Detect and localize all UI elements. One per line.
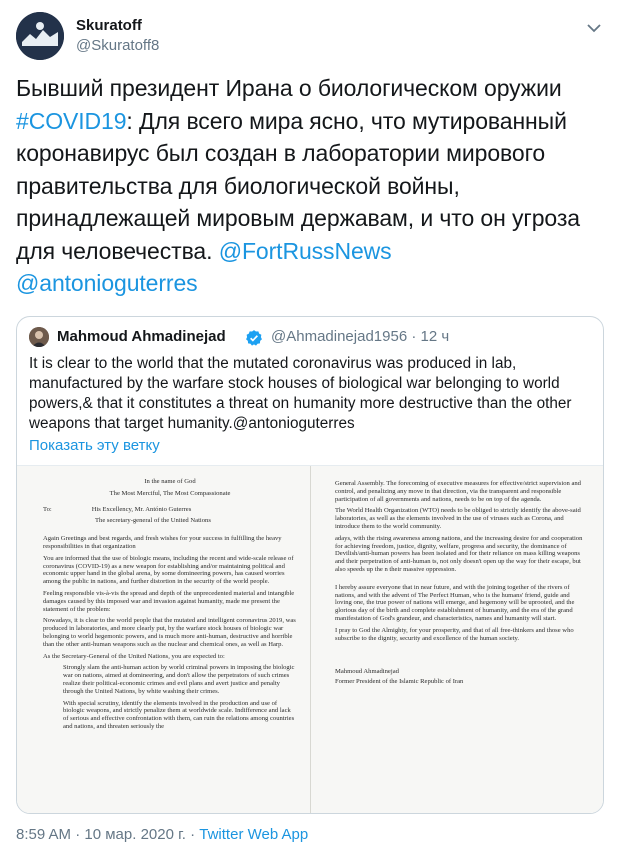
quoted-time: 12 ч [420, 328, 450, 345]
letter-right-page [335, 480, 585, 690]
letter-to-1: His Excellency, Mr. António Guterres [91, 505, 192, 513]
letter-paragraph: Nowadays, it is clear to the world people that the mutated and intelligent coronavirus 2019, was produced in laboratories, and more clearly put, by the warfare stock houses of biologic war belonging to world hegemonic powers, and is much more anti-human, destructive and horrible than the other anti-human weapons such as the nuclear and chemical ones, as well as Harp. [43, 617, 296, 648]
tweet-footer [16, 826, 308, 843]
quoted-author-avatar [29, 327, 49, 347]
letter-paragraph: As the Secretary-General of the United Nations, you are expected to: [43, 652, 225, 660]
letter-paragraph: You are informed that the use of biologic means, including the recent and wide-scale release of coronavirus (COVID-19) as a new weapon for establishing and/or maintaining political and economic upper hand in the global arena, by some domineering powers, has caused worries among the public in nations, and further distortion in the security of the world people. [43, 554, 294, 586]
quoted-author-handle: @Ahmadinejad1956 [271, 328, 408, 345]
quoted-tweet-header [29, 327, 591, 349]
footer-separator: · [190, 826, 196, 843]
mention-link-fortrussnews[interactable]: @FortRussNews [218, 237, 392, 264]
mention-link-antonioguterres[interactable]: @antonioguterres [16, 270, 198, 296]
quoted-author-meta [271, 328, 449, 345]
tweet-source-link[interactable]: Twitter Web App [199, 826, 309, 843]
show-thread-link[interactable]: Показать эту ветку [29, 437, 160, 454]
hashtag-link[interactable]: #COVID19 [16, 107, 127, 134]
tweet-text-part1: Бывший президент Ирана о биологическом оружии [16, 75, 562, 101]
letter-signature-name: Mahmoud Ahmadinejad [335, 668, 399, 676]
tweet-date[interactable]: 10 мар. 2020 г. [84, 826, 186, 843]
tweet-time[interactable]: 8:59 AM [16, 826, 72, 843]
quoted-tweet[interactable] [16, 316, 604, 814]
author-names [76, 16, 159, 56]
letter-heading-2: The Most Merciful, The Most Compassionate [109, 489, 231, 497]
letter-paragraph: I hereby assure everyone that in near future, and with the joining together of the rivers of nations, and with the advent of The Perfect Human, who is the humans' friend, guide and loving one, the true power of nations will emerge, and hegemony will be uprooted, and the glorious day of the birth and complete establishment of humanity, and the era of the grand manifestation of God's grandeur, and characteristics, names and humanity will start. [335, 583, 575, 622]
letter-paragraph: With special scrutiny, identify the elements involved in the production and use of biologic weapons, and strictly penalize them at worldwide scale. Indifference and lack of serious and effective confrontation with them, can ruin the relations among countries and nations, and threaten seriously the [63, 699, 295, 730]
letter-heading-1: In the name of God [144, 478, 196, 485]
letter-to-label: To: [43, 505, 52, 513]
footer-separator: · [75, 826, 81, 843]
letter-paragraph: The World Health Organization (WTO) needs to be obliged to strictly identify the above-said laboratories, as well as the elements involved in the use of viruses such as Corona, and introduce them to the world community. [335, 507, 581, 530]
quoted-author-name: Mahmoud Ahmadinejad [57, 328, 226, 345]
letter-recipient [43, 506, 297, 514]
letter-signature-title: Former President of the Islamic Republic of Iran [335, 678, 464, 686]
tweet-header [16, 12, 604, 60]
author-avatar[interactable] [16, 12, 64, 60]
tweet-text [16, 72, 606, 300]
chevron-down-icon[interactable] [584, 18, 604, 38]
quoted-tweet-text: It is clear to the world that the mutated coronavirus was produced in lab, manufactured by the warfare stock houses of biological war belonging to world powers,& that it constitutes a threat on humanity more destructive than the other weapons that target humanity.@antonioguterres [29, 355, 572, 432]
letter-paragraph: Again Greetings and best regards, and fresh wishes for your success in fulfilling the heavy responsibilities in that organization [43, 535, 282, 550]
letter-paragraph: General Assembly. The forecoming of executive measures for effective/strict supervision and control, and penalizing any move in that direction, via the transparent and responsible participation of all governments and nations, needs to be on top of the agenda. [335, 480, 581, 503]
letter-paragraph: adays, with the rising awareness among nations, and the increasing desire for and cooperation for achieving freedom, justice, dignity, welfare, progress and security, the dominance of Devilish/anti-human powers has been isolated and for their reliance on mass killing weapons and their perpetration of anti-human ts, not only doesn't open up the way for their escape, but also speeds up the n their massive oppression. [335, 534, 583, 573]
tweet-text-part2: : Для всего мира ясно, что мутированный коронавирус был создан в лаборатории мирового правительства для биологической войны, принадлежащей мировым державам, и что он угроза для человечества. [16, 107, 580, 264]
letter-paragraph: I pray to God the Almighty, for your prosperity, and that of all free-thinkers and those who subscribe to the dignity, security and excellence of the human society. [335, 626, 574, 642]
letter-paragraph: Feeling responsible vis-à-vis the spread and depth of the unprecedented material and intangible damages caused by this imposed war and invasion against humanity, made me present the statement of the problem: [43, 589, 295, 613]
author-handle[interactable]: @Skuratoff8 [76, 37, 160, 54]
letter-to-2: The secretary-general of the United Nations [95, 517, 211, 525]
letter-paragraph: Strongly slam the anti-human action by world criminal powers in imposing the biologic war on nations, aimed at domineering, and don't allow the perpetrators of such crimes realize their political-economic crimes and evil plans and avert justice and penalty through the United Nations, by white washing their crimes. [63, 664, 295, 695]
page-divider [310, 466, 311, 814]
letter-image[interactable] [17, 465, 603, 814]
verified-badge-icon [245, 329, 263, 347]
author-display-name[interactable]: Skuratoff [76, 17, 142, 34]
meta-separator: · [411, 328, 417, 345]
letter-left-page [43, 478, 297, 735]
